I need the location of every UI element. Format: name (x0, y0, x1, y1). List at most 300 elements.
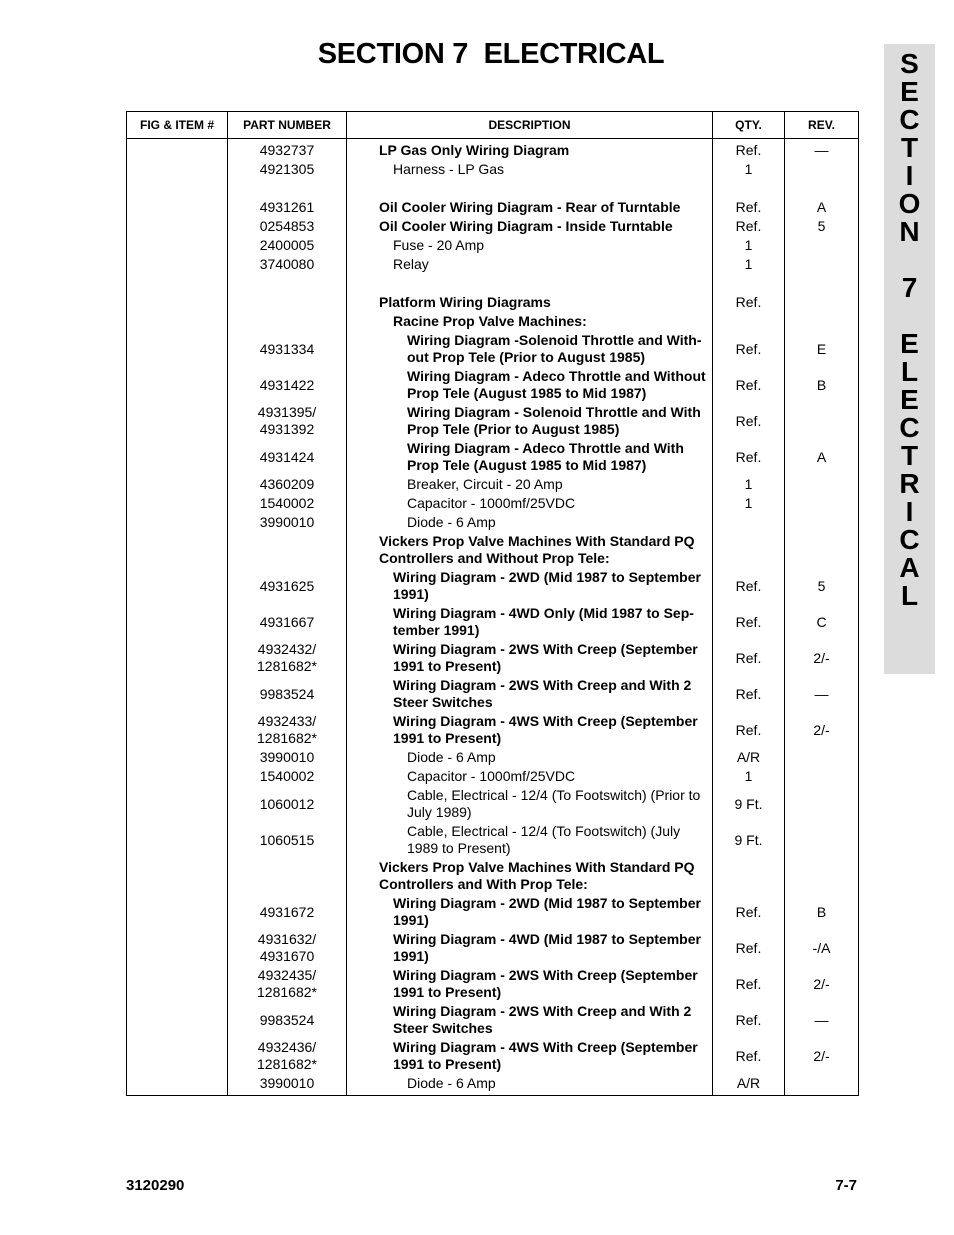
table-row (127, 532, 859, 568)
side-tab-letter: L (900, 580, 919, 611)
description-text: Wiring Diagram - 2WD (Mid 1987 to September 1991) (393, 569, 701, 602)
rev-cell: 2/- (785, 1038, 859, 1074)
description-cell (347, 255, 713, 274)
parts-table (126, 111, 859, 1096)
qty-cell: Ref. (713, 331, 785, 367)
side-tab-letter: S (900, 48, 919, 79)
table-row (127, 1038, 859, 1074)
rev-cell (785, 475, 859, 494)
description-text: Oil Cooler Wiring Diagram - Inside Turntable (379, 218, 673, 234)
part-number-cell (228, 513, 347, 532)
description-text: Fuse - 20 Amp (393, 237, 485, 253)
part-number-cell (228, 858, 347, 894)
spacer-row (127, 179, 859, 198)
table-row (127, 331, 859, 367)
description-cell (347, 1038, 713, 1074)
part-number-cell (228, 822, 347, 858)
description-cell (347, 930, 713, 966)
spacer-cell (785, 179, 859, 198)
fig-item-cell (127, 640, 228, 676)
part-number-line: 1540002 (259, 495, 315, 511)
spacer-cell (228, 179, 347, 198)
qty-cell: Ref. (713, 403, 785, 439)
qty-cell: Ref. (713, 568, 785, 604)
rev-cell (785, 822, 859, 858)
description-cell (347, 1002, 713, 1038)
description-cell (347, 217, 713, 236)
description-cell (347, 767, 713, 786)
spacer-cell (713, 179, 785, 198)
part-number-cell (228, 676, 347, 712)
qty-cell: Ref. (713, 198, 785, 217)
rev-cell: A (785, 198, 859, 217)
fig-item-cell (127, 712, 228, 748)
description-text: Racine Prop Valve Machines: (393, 313, 587, 329)
part-number-line: 3990010 (259, 1075, 315, 1091)
side-tab-letter: I (905, 160, 914, 191)
description-text: Wiring Diagram - 2WD (Mid 1987 to September 1991) (393, 895, 701, 928)
table-row (127, 312, 859, 331)
part-number-line: 4931667 (259, 613, 315, 630)
side-tab-letter: 7 (901, 272, 918, 303)
qty-cell: A/R (713, 1074, 785, 1096)
rev-cell: — (785, 676, 859, 712)
table-row (127, 822, 859, 858)
description-cell (347, 293, 713, 312)
qty-cell: Ref. (713, 640, 785, 676)
rev-cell: E (785, 331, 859, 367)
rev-cell (785, 293, 859, 312)
description-cell (347, 139, 713, 161)
description-cell (347, 513, 713, 532)
fig-item-cell (127, 894, 228, 930)
fig-item-cell (127, 217, 228, 236)
part-number-line: 1540002 (259, 768, 315, 784)
part-number-line: 4931672 (259, 903, 315, 920)
description-text: Vickers Prop Valve Machines With Standard PQ Controllers and Without Prop Tele: (379, 533, 695, 566)
fig-item-cell (127, 676, 228, 712)
part-number-cell (228, 236, 347, 255)
part-number-cell (228, 139, 347, 161)
header-part-number: PART NUMBER (228, 112, 347, 139)
rev-cell: 2/- (785, 712, 859, 748)
rev-cell (785, 513, 859, 532)
description-cell (347, 786, 713, 822)
qty-cell: Ref. (713, 217, 785, 236)
table-row (127, 139, 859, 161)
table-row (127, 217, 859, 236)
rev-cell (785, 767, 859, 786)
table-row (127, 894, 859, 930)
fig-item-cell (127, 236, 228, 255)
part-number-line: 4932436/ (257, 1039, 317, 1055)
qty-cell: Ref. (713, 293, 785, 312)
part-number-cell (228, 312, 347, 331)
description-text: Capacitor - 1000mf/25VDC (407, 495, 576, 511)
parts-table-body (127, 139, 859, 1096)
part-number-line: 4932737 (259, 142, 315, 158)
part-number-line: 4921305 (259, 161, 315, 177)
part-number-line: 4931392 (259, 421, 315, 437)
part-number-line: 3990010 (259, 514, 315, 530)
part-number-line: 4931261 (259, 199, 315, 215)
qty-cell: Ref. (713, 439, 785, 475)
part-number-line: 4932432/ (257, 641, 317, 657)
description-text: Harness - LP Gas (393, 161, 505, 177)
description-text: Wiring Diagram - Solenoid Throttle and With Prop Tele (Prior to August 1985) (407, 404, 701, 437)
fig-item-cell (127, 604, 228, 640)
fig-item-cell (127, 1002, 228, 1038)
qty-cell: Ref. (713, 367, 785, 403)
qty-cell: 1 (713, 494, 785, 513)
description-cell (347, 966, 713, 1002)
description-text: Wiring Diagram - 2WS With Creep and With 2 Steer Switches (393, 677, 692, 710)
part-number-cell (228, 640, 347, 676)
side-tab-letter: R (899, 468, 920, 499)
qty-cell: Ref. (713, 1002, 785, 1038)
part-number-cell (228, 160, 347, 179)
description-text: Wiring Diagram - 2WS With Creep (September 1991 to Present) (393, 967, 698, 1000)
fig-item-cell (127, 748, 228, 767)
spacer-cell (127, 274, 228, 293)
description-cell (347, 748, 713, 767)
part-number-cell (228, 439, 347, 475)
rev-cell: 5 (785, 217, 859, 236)
description-cell (347, 894, 713, 930)
description-text: Diode - 6 Amp (407, 514, 496, 530)
table-row (127, 513, 859, 532)
description-text: LP Gas Only Wiring Diagram (379, 142, 570, 158)
description-text: Diode - 6 Amp (407, 1075, 496, 1091)
table-header-row (127, 112, 859, 139)
fig-item-cell (127, 312, 228, 331)
table-row (127, 767, 859, 786)
side-tab-letter: A (899, 552, 920, 583)
header-description: DESCRIPTION (347, 112, 713, 139)
rev-cell: — (785, 1002, 859, 1038)
rev-cell (785, 255, 859, 274)
side-tab-letters (884, 44, 935, 610)
fig-item-cell (127, 198, 228, 217)
description-cell (347, 532, 713, 568)
page-title: SECTION 7 ELECTRICAL (317, 38, 665, 70)
qty-cell (713, 312, 785, 331)
qty-cell (713, 858, 785, 894)
table-row (127, 439, 859, 475)
rev-cell: C (785, 604, 859, 640)
part-number-cell (228, 1074, 347, 1096)
fig-item-cell (127, 255, 228, 274)
description-text: Diode - 6 Amp (407, 749, 496, 765)
fig-item-cell (127, 367, 228, 403)
spacer-row (127, 274, 859, 293)
part-number-cell (228, 255, 347, 274)
description-text: Wiring Diagram - 4WD Only (Mid 1987 to Sep-tember 1991) (393, 605, 694, 638)
part-number-line: 1060515 (259, 831, 315, 848)
fig-item-cell (127, 930, 228, 966)
part-number-cell (228, 1002, 347, 1038)
table-row (127, 568, 859, 604)
part-number-cell (228, 331, 347, 367)
part-number-line: 4931334 (259, 340, 315, 357)
description-cell (347, 676, 713, 712)
rev-cell (785, 494, 859, 513)
spacer-cell (127, 179, 228, 198)
fig-item-cell (127, 1074, 228, 1096)
table-row (127, 255, 859, 274)
fig-item-cell (127, 139, 228, 161)
part-number-line: 4932435/ (257, 967, 317, 983)
table-row (127, 1074, 859, 1096)
fig-item-cell (127, 1038, 228, 1074)
table-row (127, 748, 859, 767)
rev-cell: — (785, 139, 859, 161)
description-cell (347, 640, 713, 676)
part-number-line: 3740080 (259, 256, 315, 272)
rev-cell: 2/- (785, 966, 859, 1002)
side-tab-letter: T (900, 440, 919, 471)
part-number-cell (228, 293, 347, 312)
description-text: Oil Cooler Wiring Diagram - Rear of Turntable (379, 199, 681, 215)
spacer-cell (228, 274, 347, 293)
fig-item-cell (127, 160, 228, 179)
description-cell (347, 439, 713, 475)
part-number-line: 4931625 (259, 577, 315, 594)
part-number-cell (228, 217, 347, 236)
description-cell (347, 367, 713, 403)
description-text: Wiring Diagram - 2WS With Creep (September 1991 to Present) (393, 641, 698, 674)
fig-item-cell (127, 439, 228, 475)
description-cell (347, 475, 713, 494)
table-row (127, 160, 859, 179)
table-row (127, 640, 859, 676)
part-number-cell (228, 712, 347, 748)
fig-item-cell (127, 966, 228, 1002)
side-tab-letter: E (900, 328, 919, 359)
part-number-line: 1281682* (257, 984, 317, 1000)
description-text: Breaker, Circuit - 20 Amp (407, 476, 563, 492)
part-number-cell (228, 494, 347, 513)
description-text: Platform Wiring Diagrams (379, 294, 551, 310)
description-cell (347, 858, 713, 894)
description-text: Wiring Diagram - 4WD (Mid 1987 to September 1991) (393, 931, 701, 964)
part-number-cell (228, 894, 347, 930)
qty-cell: 1 (713, 236, 785, 255)
rev-cell: -/A (785, 930, 859, 966)
part-number-line: 4931422 (259, 376, 315, 393)
description-text: Wiring Diagram - Adeco Throttle and With Prop Tele (August 1985 to Mid 1987) (407, 440, 684, 473)
description-text: Wiring Diagram - 2WS With Creep and With 2 Steer Switches (393, 1003, 692, 1036)
qty-cell: Ref. (713, 1038, 785, 1074)
rev-cell (785, 160, 859, 179)
table-row (127, 403, 859, 439)
fig-item-cell (127, 403, 228, 439)
table-row (127, 712, 859, 748)
description-cell (347, 1074, 713, 1096)
description-text: Wiring Diagram - 4WS With Creep (September 1991 to Present) (393, 713, 698, 746)
description-cell (347, 494, 713, 513)
part-number-cell (228, 966, 347, 1002)
description-cell (347, 160, 713, 179)
qty-cell: 1 (713, 767, 785, 786)
side-tab-letter: I (905, 496, 914, 527)
spacer-cell (347, 274, 713, 293)
fig-item-cell (127, 568, 228, 604)
part-number-cell (228, 748, 347, 767)
fig-item-cell (127, 767, 228, 786)
part-number-line: 4932433/ (257, 713, 317, 729)
part-number-cell (228, 475, 347, 494)
description-text: Wiring Diagram -Solenoid Throttle and With-out Prop Tele (Prior to August 1985) (407, 332, 702, 365)
qty-cell: A/R (713, 748, 785, 767)
rev-cell: 2/- (785, 640, 859, 676)
part-number-line: 1281682* (257, 658, 317, 674)
fig-item-cell (127, 858, 228, 894)
section-side-tab (884, 44, 935, 674)
part-number-cell (228, 604, 347, 640)
description-cell (347, 712, 713, 748)
part-number-line: 4931632/ (257, 931, 317, 947)
part-number-line: 2400005 (259, 237, 315, 253)
rev-cell (785, 403, 859, 439)
fig-item-cell (127, 532, 228, 568)
part-number-line: 1281682* (257, 730, 317, 746)
qty-cell: Ref. (713, 966, 785, 1002)
fig-item-cell (127, 475, 228, 494)
document-number: 3120290 (126, 1177, 185, 1194)
description-cell (347, 312, 713, 331)
qty-cell: 1 (713, 160, 785, 179)
description-text: Cable, Electrical - 12/4 (To Footswitch) (July 1989 to Present) (407, 823, 681, 856)
rev-cell (785, 532, 859, 568)
part-number-cell (228, 930, 347, 966)
fig-item-cell (127, 822, 228, 858)
header-fig-item: FIG & ITEM # (127, 112, 228, 139)
description-cell (347, 604, 713, 640)
part-number-cell (228, 532, 347, 568)
part-number-line: 3990010 (259, 749, 315, 765)
table-row (127, 604, 859, 640)
part-number-line: 9983524 (259, 1011, 315, 1028)
part-number-cell (228, 1038, 347, 1074)
qty-cell: 1 (713, 255, 785, 274)
table-row (127, 198, 859, 217)
side-tab-letter: E (900, 384, 919, 415)
rev-cell: B (785, 894, 859, 930)
table-row (127, 293, 859, 312)
rev-cell (785, 786, 859, 822)
description-cell (347, 331, 713, 367)
part-number-cell (228, 403, 347, 439)
description-text: Vickers Prop Valve Machines With Standard PQ Controllers and With Prop Tele: (379, 859, 695, 892)
table-row (127, 1002, 859, 1038)
part-number-line: 1281682* (257, 1056, 317, 1072)
description-cell (347, 822, 713, 858)
side-tab-letter: N (899, 216, 920, 247)
qty-cell: 1 (713, 475, 785, 494)
side-tab-letter: E (900, 76, 919, 107)
qty-cell: Ref. (713, 604, 785, 640)
table-row (127, 966, 859, 1002)
description-cell (347, 403, 713, 439)
qty-cell (713, 513, 785, 532)
rev-cell (785, 858, 859, 894)
table-row (127, 786, 859, 822)
description-text: Wiring Diagram - 4WS With Creep (September 1991 to Present) (393, 1039, 698, 1072)
rev-cell (785, 1074, 859, 1096)
qty-cell: Ref. (713, 712, 785, 748)
header-qty: QTY. (713, 112, 785, 139)
table-row (127, 475, 859, 494)
part-number-cell (228, 367, 347, 403)
part-number-cell (228, 786, 347, 822)
table-row (127, 367, 859, 403)
part-number-line: 4931424 (259, 448, 315, 465)
qty-cell: Ref. (713, 894, 785, 930)
part-number-line: 4931395/ (257, 404, 317, 420)
rev-cell (785, 312, 859, 331)
description-text: Wiring Diagram - Adeco Throttle and Without Prop Tele (August 1985 to Mid 1987) (407, 368, 706, 401)
page-number: 7-7 (835, 1177, 857, 1194)
rev-cell: B (785, 367, 859, 403)
part-number-cell (228, 767, 347, 786)
side-tab-letter: C (899, 412, 920, 443)
header-rev: REV. (785, 112, 859, 139)
part-number-line: 4360209 (259, 476, 315, 492)
fig-item-cell (127, 494, 228, 513)
side-tab-letter: T (900, 132, 919, 163)
qty-cell: 9 Ft. (713, 786, 785, 822)
rev-cell: 5 (785, 568, 859, 604)
description-cell (347, 198, 713, 217)
part-number-line: 9983524 (259, 685, 315, 702)
side-tab-letter: L (900, 356, 919, 387)
spacer-cell (347, 179, 713, 198)
qty-cell: Ref. (713, 930, 785, 966)
part-number-line: 0254853 (259, 218, 315, 234)
part-number-cell (228, 198, 347, 217)
part-number-line: 1060012 (259, 795, 315, 812)
fig-item-cell (127, 331, 228, 367)
qty-cell: Ref. (713, 139, 785, 161)
description-cell (347, 236, 713, 255)
fig-item-cell (127, 513, 228, 532)
table-row (127, 676, 859, 712)
part-number-cell (228, 568, 347, 604)
rev-cell (785, 748, 859, 767)
qty-cell: Ref. (713, 676, 785, 712)
description-text: Capacitor - 1000mf/25VDC (407, 768, 576, 784)
spacer-cell (713, 274, 785, 293)
side-tab-letter: C (899, 104, 920, 135)
side-tab-letter: O (898, 188, 921, 219)
fig-item-cell (127, 786, 228, 822)
part-number-line: 4931670 (259, 948, 315, 964)
table-row (127, 930, 859, 966)
spacer-cell (785, 274, 859, 293)
description-text: Relay (393, 256, 429, 272)
side-tab-letter: C (899, 524, 920, 555)
qty-cell: 9 Ft. (713, 822, 785, 858)
description-cell (347, 568, 713, 604)
fig-item-cell (127, 293, 228, 312)
rev-cell (785, 236, 859, 255)
table-row (127, 236, 859, 255)
table-row (127, 858, 859, 894)
rev-cell: A (785, 439, 859, 475)
qty-cell (713, 532, 785, 568)
description-text: Cable, Electrical - 12/4 (To Footswitch) (Prior to July 1989) (407, 787, 701, 820)
